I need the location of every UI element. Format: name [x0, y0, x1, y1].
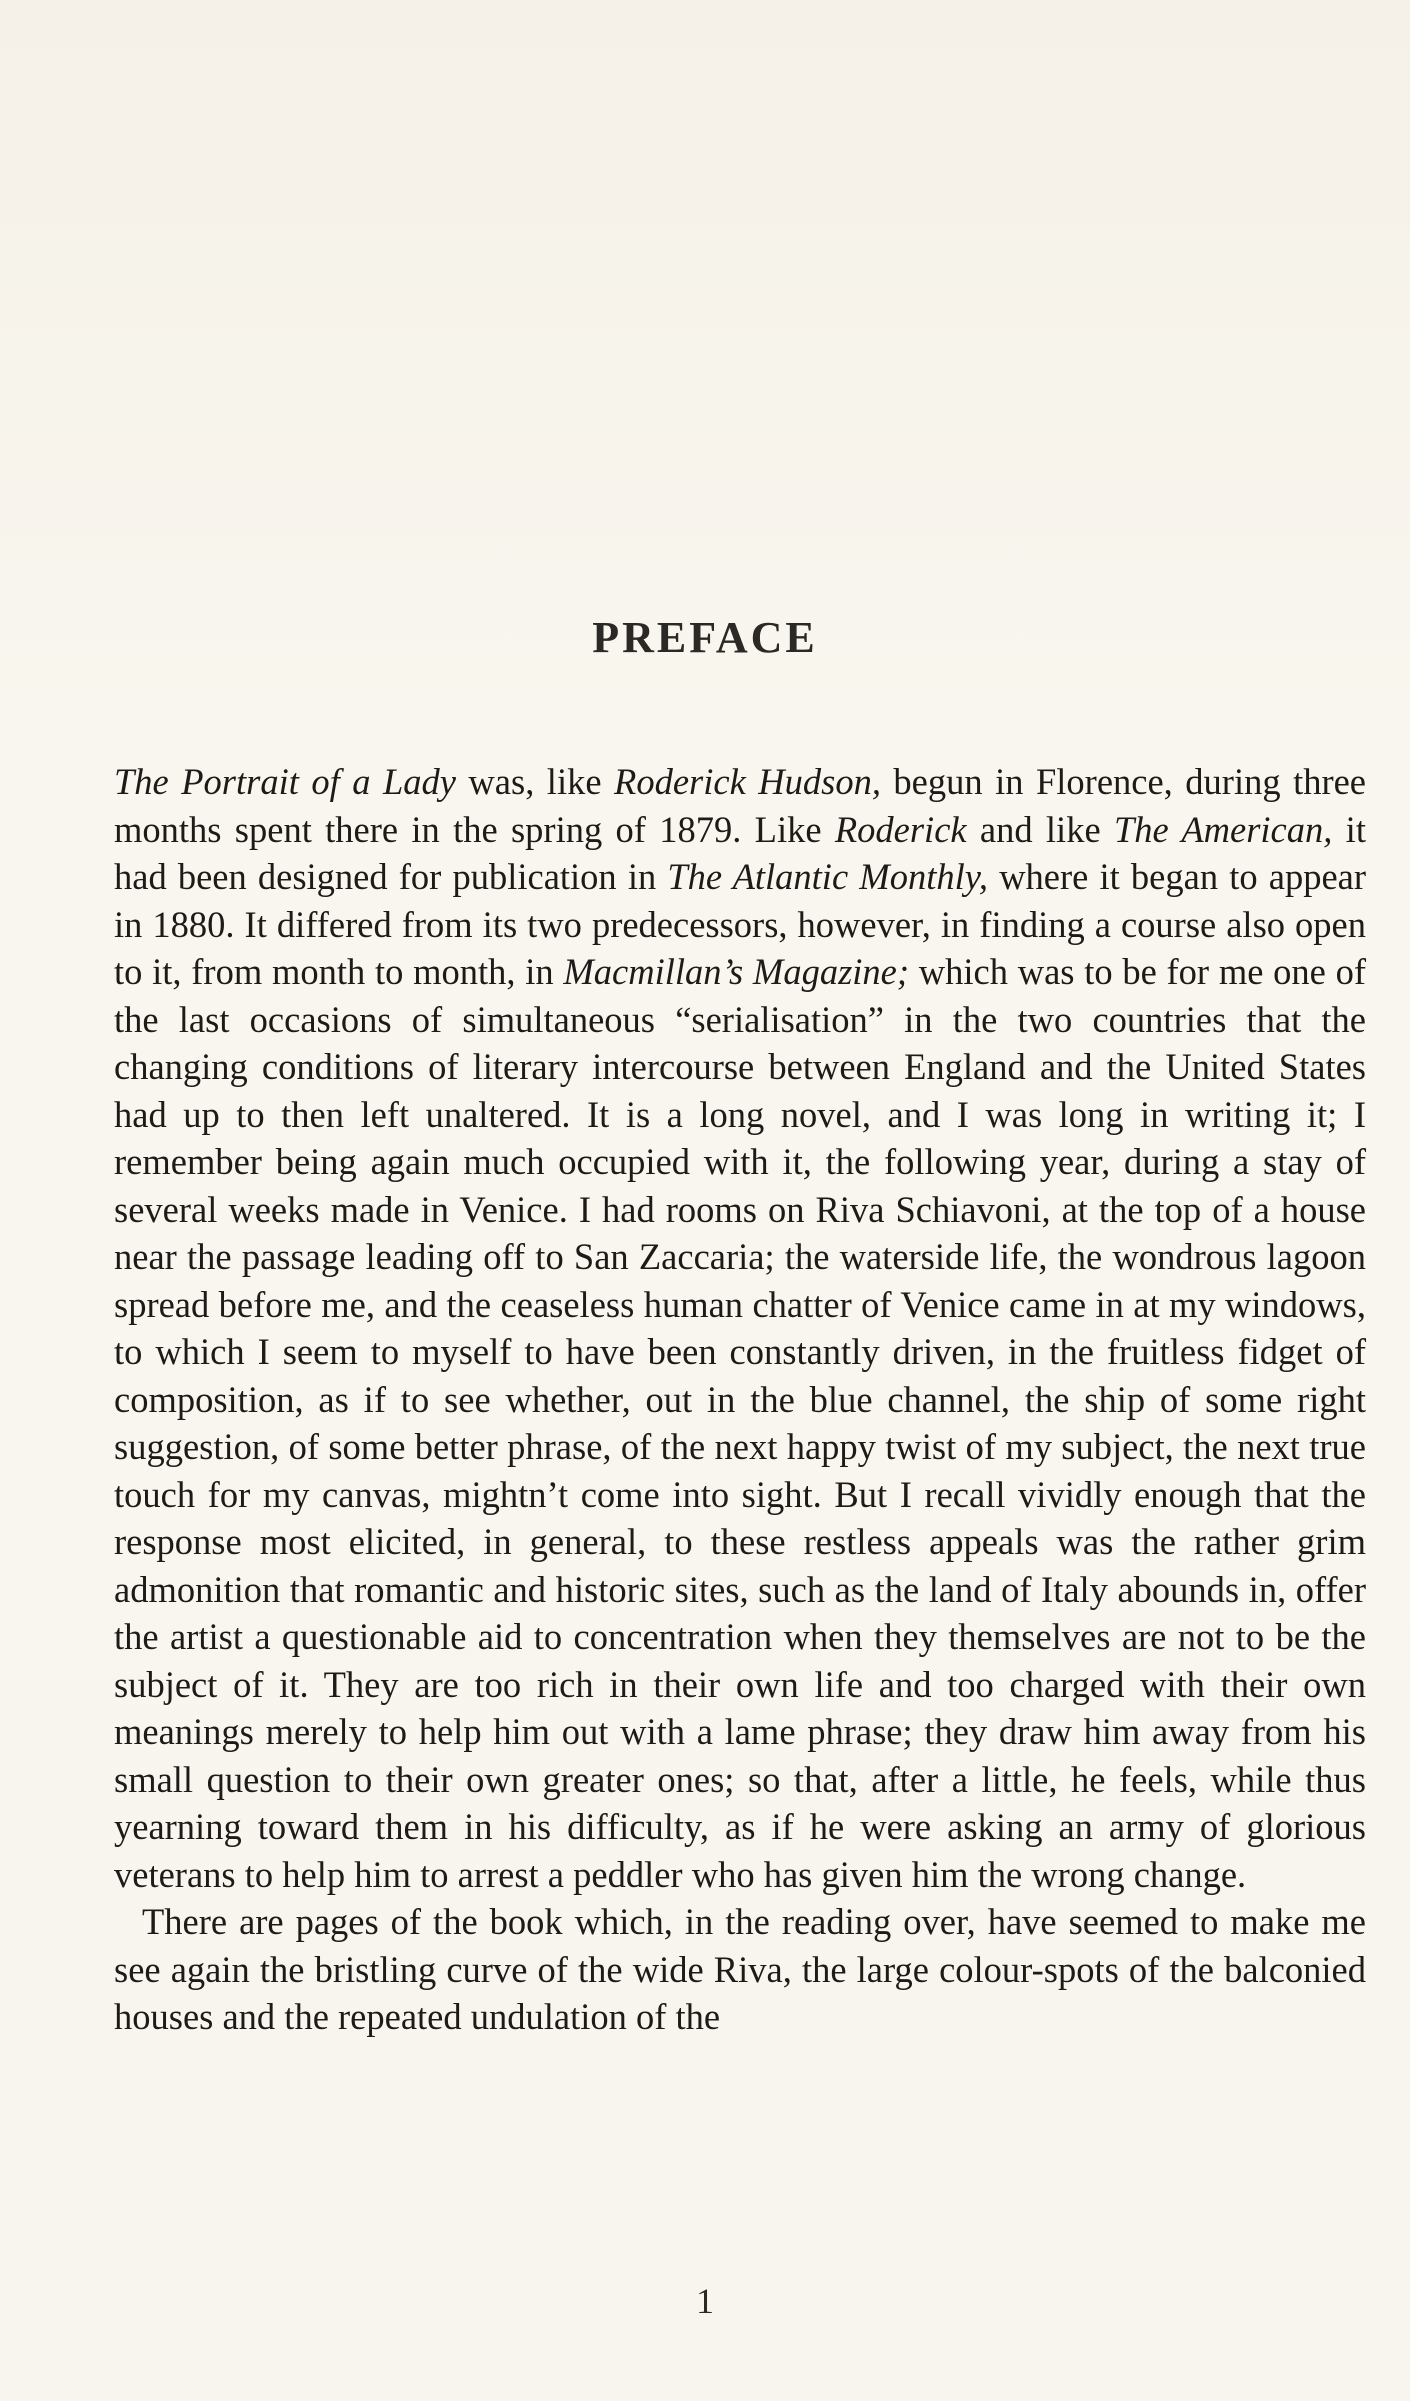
page-number: 1 — [696, 2281, 714, 2321]
italic-title-run: The Atlantic Monthly, — [667, 856, 989, 897]
italic-title-run: Macmillan’s Magazine; — [563, 951, 910, 992]
paragraph — [114, 1898, 1366, 2041]
text-run: There are pages of the book which, in the reading over, have seemed to make me see again the bristling curve of the wide Riva, the large colour-spots of the balconied houses and the repeated undulation of the — [114, 1901, 1366, 2037]
text-run: it had been designed for publication in — [114, 808, 1366, 897]
text-run: where it began to appear in 1880. It differed from its two predecessors, however, in finding a course also open to it, from month to month, in — [114, 856, 1366, 992]
text-run: and like — [966, 808, 1114, 850]
paragraph — [114, 758, 1366, 1898]
text-run: begun in Florence, during three months spent there in the spring of 1879. Like — [114, 761, 1367, 850]
text-run: which was to be for me one of the last occasions of simultaneous “serialisation” in the two countries that the changing conditions of literary intercourse between England and the United States had up to then left unaltered. It is a long novel, and I was long in writing it; I remember being again much occupied with it, the following year, during a stay of several weeks made in Venice. I had rooms on Riva Schiavoni, at the top of a house near the passage leading off to San Zaccaria; the waterside life, the wondrous lagoon spread before me, and the ceaseless human chatter of Venice came in at my windows, to which I seem to myself to have been constantly driven, in the fruitless fidget of composition, as if to see whether, out in the blue channel, the ship of some right suggestion, of some better phrase, of the next happy twist of my subject, the next true touch for my canvas, mightn’t come into sight. But I recall vividly enough that the response most elicited, in general, to these restless appeals was the rather grim admonition that romantic and historic sites, such as the land of Italy abounds in, offer the artist a questionable aid to concentration when they themselves are not to be the subject of it. They are too rich in their own life and too charged with their own meanings merely to help him out with a lame phrase; they draw him away from his small question to their own greater ones; so that, after a little, he feels, while thus yearning toward them in his difficulty, as if he were asking an army of glorious veterans to help him to arrest a peddler who has given him the wrong change. — [114, 951, 1366, 1895]
italic-title-run: The Portrait of a Lady — [114, 761, 456, 802]
italic-title-run: The American, — [1113, 808, 1333, 850]
italic-title-run: Roderick — [834, 808, 967, 850]
page-title: PREFACE — [592, 613, 818, 662]
text-run: was, like — [455, 761, 615, 802]
body-text — [114, 758, 1366, 2041]
italic-title-run: Roderick Hudson, — [614, 761, 881, 802]
